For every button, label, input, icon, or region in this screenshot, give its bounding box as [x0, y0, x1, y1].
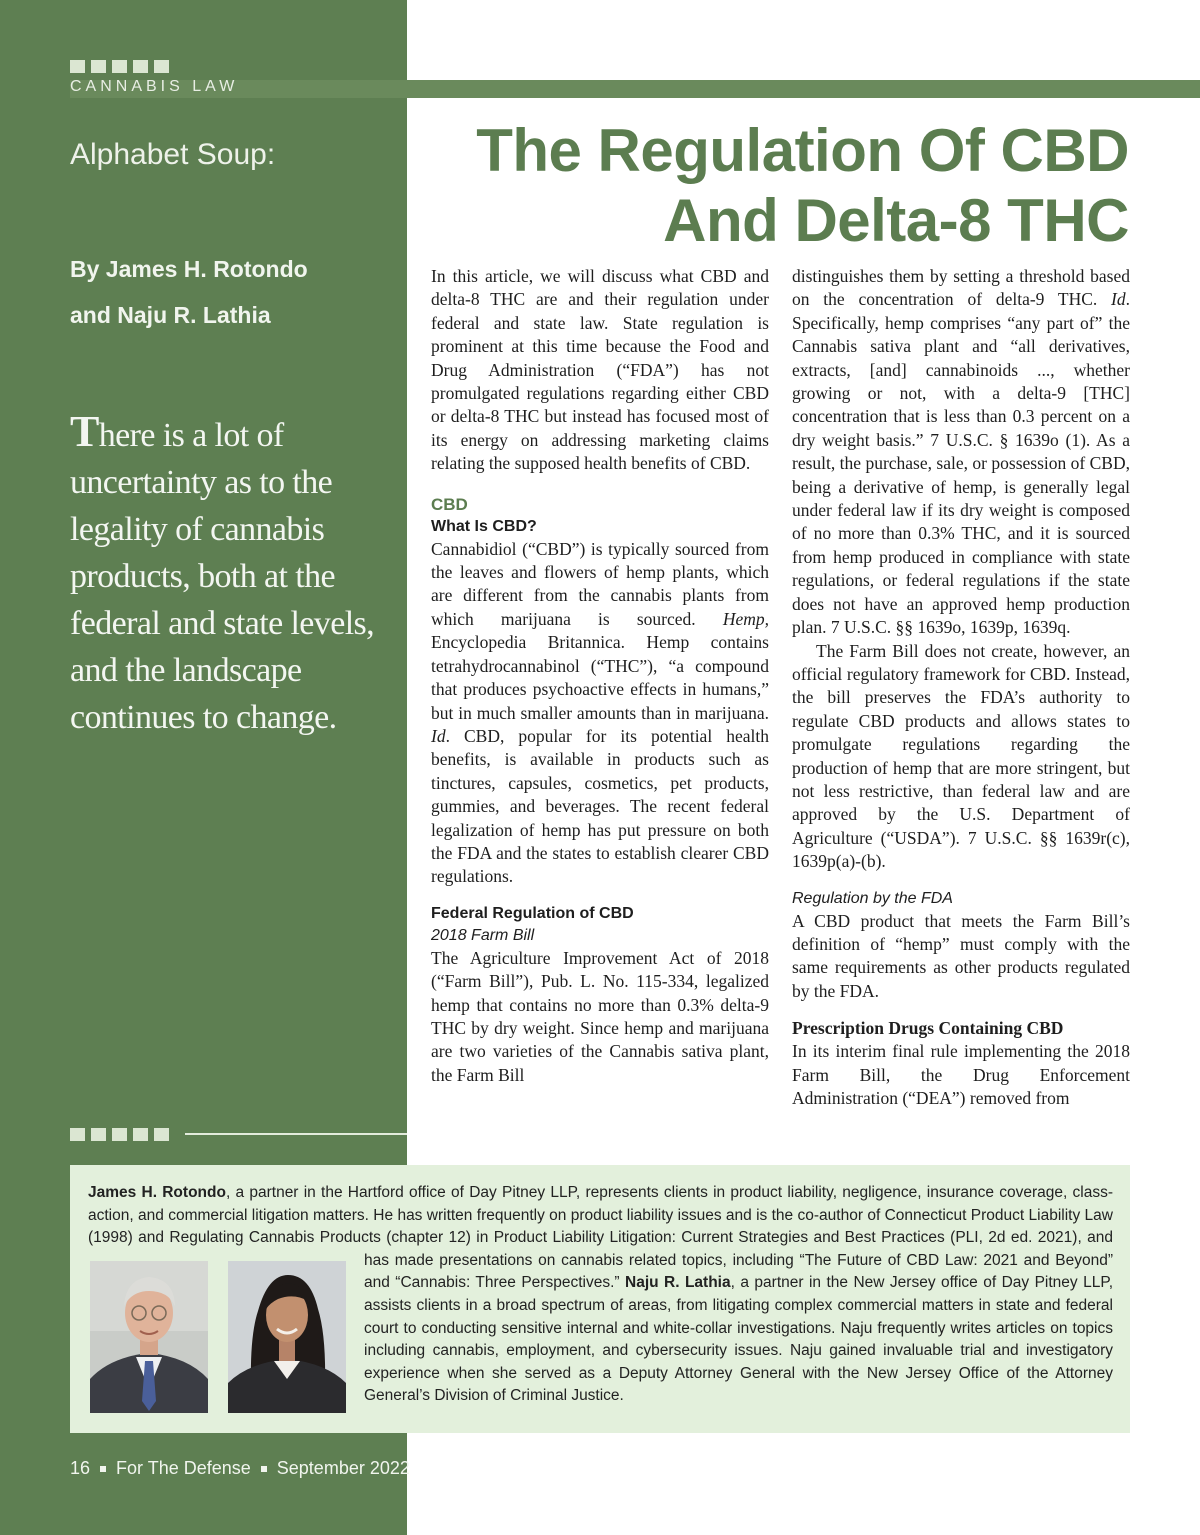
paragraph-prescription: In its interim final rule implementing the 2018 Farm Bill, the Drug Enforcement Administration (“DEA”) removed from	[792, 1041, 1130, 1108]
heading-2018-farm-bill: 2018 Farm Bill	[431, 926, 535, 944]
footer-separator	[100, 1466, 106, 1472]
author-bio-text: James H. Rotondo, a partner in the Hartford office of Day Pitney LLP, represents clients in product liability, negligence, insurance coverage, class-action, and commercial litigation matters. He has written frequently on product liability issues and is the co-author of Connecticut Product Liability Law (1998) and Regulating Cannabis Products (chapter 12) in Product Liability Litigation: Current Strategies and Best Practices (PLI, 2d ed. 2021), and has made presentations on cannabis related topics, including “The Future of CBD Law: 2021 and Beyond” and “Cannabis: Three Perspectives.” Naju R. Lathia, a partner in the New Jersey office of Day Pitney LLP, assists clients in a broad spectrum of areas, from litigating complex commercial matters in state and federal court to conducting sensitive internal and white-collar investigations. Naju frequently writes articles on topics including cannabis, employment, and cybersecurity issues. Naju gained invaluable trial and investigatory experience when she served as a Deputy Attorney General with the New Jersey Office of the Attorney General’s Division of Criminal Justice.	[88, 1182, 1113, 1410]
article-title	[476, 116, 1129, 256]
author-name-lathia: Naju R. Lathia	[625, 1274, 731, 1292]
issue-date: September 2022	[276, 1458, 410, 1478]
paragraph-framework: The Farm Bill does not create, however, an official regulatory framework for CBD. Instead, the bill preserves the FDA’s authority to regulate CBD products and allows states to promulgate regulations regarding the production of hemp that are more stringent, but not less restrictive, than federal law and are approved by the U.S. Department of Agriculture (“USDA”). 7 U.S.C. §§ 1639r(c), 1639p(a)-(b).	[792, 640, 1130, 872]
pull-quote: There is a lot of uncertainty as to the legality of cannabis products, both at the federal and state levels, and the landscape continues to change.	[70, 407, 375, 736]
decorative-rule	[185, 1133, 407, 1135]
page-footer	[70, 1458, 410, 1479]
byline-line-2: and Naju R. Lathia	[70, 302, 271, 328]
paragraph-what-is-cbd: Cannabidiol (“CBD”) is typically sourced from the leaves and flowers of hemp plants, which are different from the cannabis plants from which marijuana is sourced. Hemp, Encyclopedia Britannica. Hemp contains tetrahydrocannabinol (“THC”), “a compound that produces psychoactive effects in humans,” but in much smaller amounts than in marijuana. Id. CBD, popular for its potential health benefits, is available in products such as tinctures, capsules, cosmetics, pet products, gummies, and beverages. The recent federal legalization of hemp has put pressure on both the FDA and the states to establish clearer CBD regulations.	[431, 538, 769, 887]
paragraph-fda: A CBD product that meets the Farm Bill’s definition of “hemp” must comply with the same requirements as other products regulated by the FDA.	[792, 910, 1130, 1001]
byline-line-1: By James H. Rotondo	[70, 256, 308, 282]
paragraph-farm-bill: The Agriculture Improvement Act of 2018 (“Farm Bill”), Pub. L. No. 115-334, legalized hemp that contains no more than 0.3% delta-9 THC by dry weight. Since hemp and marijuana are two varieties of the Cannabis sativa plant, the Farm Bill	[431, 947, 769, 1085]
body-column-2	[792, 265, 1130, 1110]
heading-regulation-by-fda: Regulation by the FDA	[792, 889, 953, 907]
paragraph-threshold: distinguishes them by setting a threshold based on the concentration of delta-9 THC. Id. Specifically, hemp comprises “any part of” the Cannabis sativa plant and “all derivatives, extracts, [and] cannabinoids ..., whether growing or not, with a delta-9 [THC] concentration that is less than 0.3 percent on a dry weight basis.” 7 U.S.C. § 1639o (1). As a result, the purchase, sale, or possession of CBD, being a derivative of hemp, is generally legal under federal law if its dry weight is composed of no more than 0.3% THC, and it is sourced from hemp produced in compliance with state regulations, or federal regulations if the state does not have an approved hemp production plan. 7 U.S.C. §§ 1639o, 1639p, 1639q.	[792, 266, 1130, 638]
heading-federal-regulation: Federal Regulation of CBD	[431, 904, 634, 922]
author-photo-rotondo	[90, 1261, 208, 1413]
title-line-1: The Regulation Of CBD	[476, 117, 1129, 184]
kicker: Alphabet Soup:	[70, 138, 276, 171]
decorative-squares-bottom	[70, 1128, 169, 1141]
title-line-2: And Delta-8 THC	[663, 187, 1129, 254]
publication-name: For The Defense	[116, 1458, 251, 1478]
decorative-squares-top	[70, 60, 169, 73]
author-photo-lathia	[228, 1261, 346, 1413]
body-column-1	[431, 265, 769, 1087]
heading-cbd: CBD	[431, 494, 468, 514]
footer-separator	[261, 1466, 267, 1472]
page-number: 16	[70, 1458, 91, 1478]
section-bar	[70, 80, 1200, 98]
section-label: CANNABIS LAW	[70, 78, 239, 95]
author-name-rotondo: James H. Rotondo	[88, 1184, 226, 1201]
heading-prescription-drugs: Prescription Drugs Containing CBD	[792, 1018, 1064, 1039]
heading-what-is-cbd: What Is CBD?	[431, 517, 537, 535]
intro-paragraph: In this article, we will discuss what CBD and delta-8 THC are and their regulation under federal and state law. State regulation is prominent at this time because the Food and Drug Administration (“FDA”) has not promulgated regulations regarding either CBD or delta-8 THC but instead has focused most of its energy on addressing marketing claims relating the supposed health benefits of CBD.	[431, 266, 769, 474]
